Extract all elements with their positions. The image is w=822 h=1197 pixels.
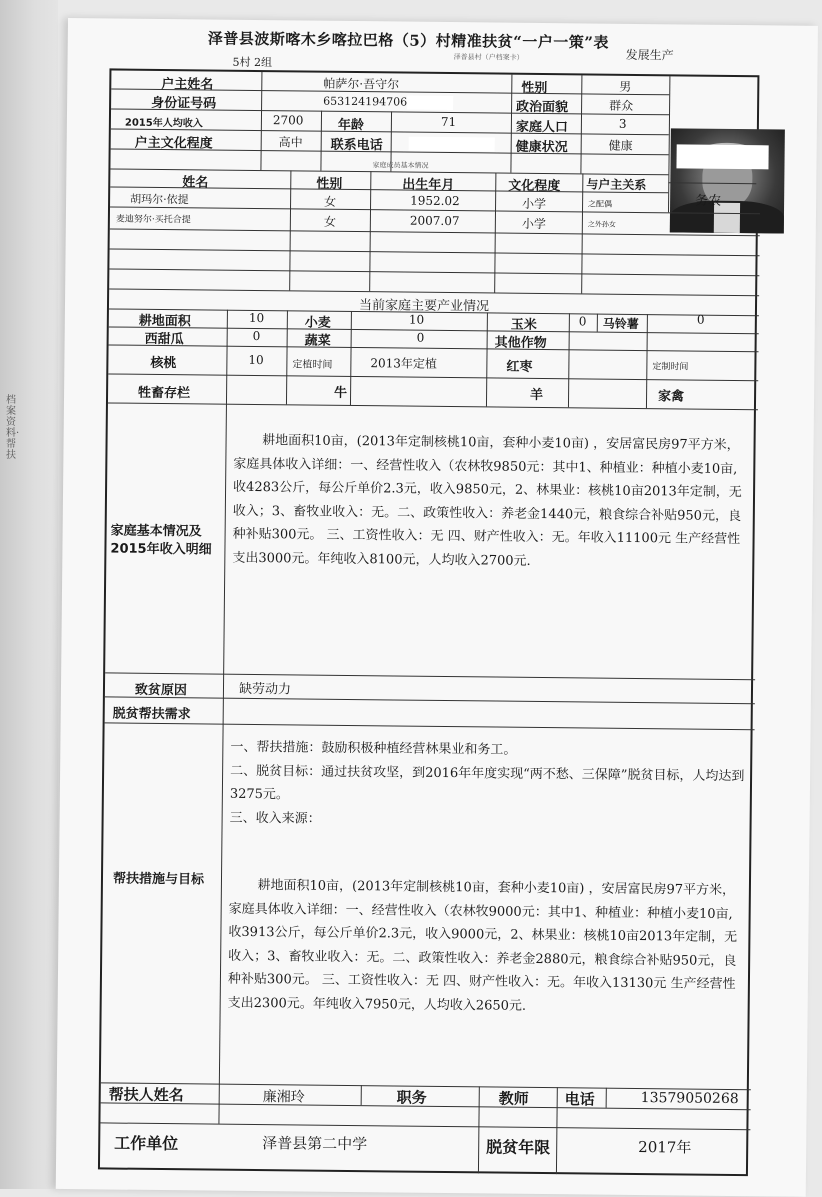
member-2-birth: 2007.07 xyxy=(409,213,460,229)
age-value: 71 xyxy=(440,114,457,130)
member-1-birth: 1952.02 xyxy=(410,193,460,209)
village-group: 5村 2组 xyxy=(232,55,273,70)
vegetable-label: 蔬菜 xyxy=(304,333,331,349)
phone-redaction xyxy=(409,137,495,152)
occupation-caption: 务农 xyxy=(695,193,722,209)
age-label: 年龄 xyxy=(337,117,364,134)
members-section-note: 家庭成员基本情况 xyxy=(372,161,429,170)
education-value: 高中 xyxy=(278,135,303,150)
helper-phone-label: 电话 xyxy=(564,1090,595,1109)
household-head-photo xyxy=(670,128,785,233)
measures-detail-text: 耕地面积10亩，(2013年定制核桃10亩，套种小麦10亩) ，安居富民房97平方米，家庭具体收入详细：一、经营性收入（农林牧9000元：其中1、种植业：种植小麦10亩,收3913公斤，每公斤单价2.3元，收入9000元，2、林果业：核桃10亩2013年定制，无收入；3、畜牧业收入：无。二、政策性收入：养老金2880元，粮食综合补贴950元，良种补贴300元。 三、工资性收入：无 四、财产性收入：无。年收入13130元 生产经营性支出2300元。年纯收入7950元，人均收入2650元. xyxy=(227,878,738,1014)
health-value: 健康 xyxy=(608,138,633,153)
member-header-name: 姓名 xyxy=(182,175,209,191)
helper-phone-value: 13579050268 xyxy=(640,1090,739,1108)
walnut-value: 10 xyxy=(248,352,264,368)
potato-label: 马铃薯 xyxy=(602,316,639,331)
member-header-birth: 出生年月 xyxy=(402,177,455,194)
sheep-label: 羊 xyxy=(529,387,544,403)
member-header-gender: 性别 xyxy=(316,176,343,192)
head-name-label: 户主姓名 xyxy=(161,76,214,93)
measures-line-3: 三、收入来源： xyxy=(229,810,321,827)
melon-value: 0 xyxy=(252,328,261,344)
helper-name-label: 帮扶人姓名 xyxy=(108,1085,184,1105)
basic-info-text: 耕地面积10亩，(2013年定制核桃10亩，套种小麦10亩) ，安居富民房97平方米，家庭具体收入详细：一、经营性收入（农林牧9850元：其中1、种植业：种植小麦10亩,收4283公斤，每公斤单价2.3元，收入9850元，2、林果业：核桃10亩2013年定制，无收入；3、畜牧业收入：无。二、政策性收入：养老金1440元，粮食综合补贴950元，良种补贴300元。 三、工资性收入：无 四、财产性收入：无。年收入11100元 生产经营性支出3000元。年纯收入8100元，人均收入2700元. xyxy=(232,433,742,569)
political-label: 政治面貌 xyxy=(516,99,569,116)
member-1-name: 胡玛尔·依提 xyxy=(130,192,189,207)
member-header-relation: 与户主关系 xyxy=(586,177,647,193)
family-size-label: 家庭人口 xyxy=(515,119,568,136)
measures-line-2: 二、脱贫目标：通过扶贫攻坚，到2016年年度实现“两不愁、三保障”脱贫目标，人均达到3275元。 xyxy=(229,763,745,803)
aid-need-label: 脱贫帮扶需求 xyxy=(112,706,191,723)
potato-value: 0 xyxy=(696,312,705,327)
poverty-cause-value: 缺劳动力 xyxy=(238,681,292,698)
poverty-cause-label: 致贫原因 xyxy=(134,682,188,699)
jujube-label: 红枣 xyxy=(506,359,533,375)
id-number-label: 身份证号码 xyxy=(151,95,217,112)
education-label: 户主文化程度 xyxy=(134,135,213,152)
livestock-label: 牲畜存栏 xyxy=(137,385,191,402)
deadline-value: 2017年 xyxy=(638,1138,692,1157)
walnut-planting-value: 2013年定植 xyxy=(370,356,438,371)
form-table xyxy=(98,68,759,1176)
income-value: 2700 xyxy=(272,113,304,128)
corn-label: 玉米 xyxy=(510,317,537,333)
helper-duty-value: 教师 xyxy=(498,1089,529,1108)
work-unit-label: 工作单位 xyxy=(114,1133,179,1154)
jujube-planting-label: 定制时间 xyxy=(652,362,689,373)
industry-title: 当前家庭主要产业情况 xyxy=(358,298,490,315)
id-redaction xyxy=(407,96,453,110)
binding-text: 档案资料·帮扶 xyxy=(6,395,20,461)
member-2-relation: 之外孙女 xyxy=(587,220,616,229)
cattle-label: 牛 xyxy=(334,385,348,401)
melon-label: 西甜瓜 xyxy=(144,331,184,348)
poultry-label: 家禽 xyxy=(657,389,685,405)
health-label: 健康状况 xyxy=(515,139,568,156)
gender-label: 性别 xyxy=(521,80,548,97)
member-header-education: 文化程度 xyxy=(508,178,561,195)
helper-name-value: 廉湘玲 xyxy=(262,1089,305,1106)
member-2-education: 小学 xyxy=(521,216,546,232)
purpose-label: 发展生产 xyxy=(625,47,674,63)
member-1-relation: 之配偶 xyxy=(588,199,613,209)
photo-redaction xyxy=(676,144,768,169)
member-1-gender: 女 xyxy=(324,194,337,209)
income-label: 2015年人均收入 xyxy=(124,117,203,130)
family-size-value: 3 xyxy=(618,116,627,131)
phone-label: 联系电话 xyxy=(330,137,383,154)
helper-duty-label: 职务 xyxy=(396,1088,427,1107)
measures-line-1: 一、帮扶措施：鼓励积极种植经营林果业和务工。 xyxy=(230,739,517,758)
other-crops-label: 其他作物 xyxy=(494,335,547,352)
deadline-label: 脱贫年限 xyxy=(486,1137,551,1158)
political-value: 群众 xyxy=(609,98,634,113)
corn-value: 0 xyxy=(578,314,587,329)
wheat-label: 小麦 xyxy=(304,315,331,331)
measures-label: 帮扶措施与目标 xyxy=(112,871,205,888)
work-unit-value: 泽普县第二中学 xyxy=(262,1134,368,1154)
page-binding xyxy=(0,0,58,1189)
member-2-gender: 女 xyxy=(323,214,336,229)
wheat-value: 10 xyxy=(408,312,425,327)
walnut-label: 核桃 xyxy=(150,355,177,372)
basic-info-label: 家庭基本情况及2015年收入明细 xyxy=(110,523,212,558)
farmland-value: 10 xyxy=(248,310,265,326)
document-page xyxy=(56,18,818,1197)
header-small-note: 泽普县村（户档案卡） xyxy=(453,53,524,62)
member-2-name: 麦迪努尔·买托合提 xyxy=(115,214,191,226)
gender-value: 男 xyxy=(619,79,632,94)
walnut-planting-label: 定植时间 xyxy=(292,359,333,371)
id-number-value: 653124194706 xyxy=(323,94,408,109)
member-1-education: 小学 xyxy=(522,196,547,212)
farmland-label: 耕地面积 xyxy=(138,313,191,330)
head-name-value: 帕萨尔·吾守尔 xyxy=(323,76,400,92)
document-title: 泽普县波斯喀木乡喀拉巴格（5）村精准扶贫“一户一策”表 xyxy=(207,29,610,52)
vegetable-value: 0 xyxy=(416,330,425,345)
